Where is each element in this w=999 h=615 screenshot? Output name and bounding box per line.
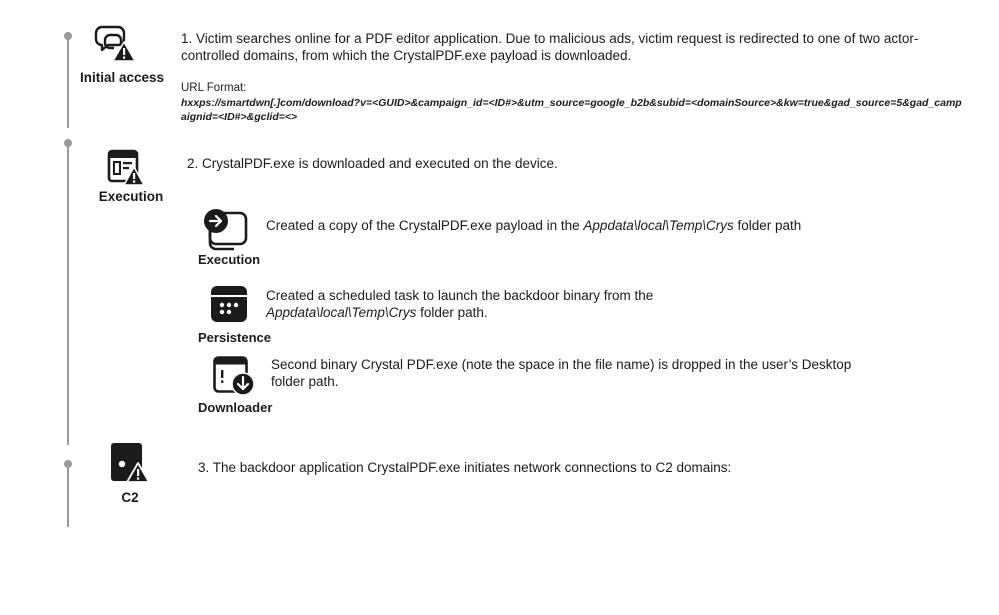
timeline-line-3 [67,464,69,527]
timeline-line-1 [67,36,69,128]
substep-path-persistence: Appdata\local\Temp\Crys [266,305,417,320]
url-format-value: hxxps://smartdwn[.]com/download?v=<GUID>&campaign_id=<ID#>&utm_source=google_b2b&subid=<domainSource>&kw=true&gad_source=5&gad_campaignid=<ID#>&gclid=<> [181,97,962,123]
app-window-warning-icon [107,149,145,187]
timeline-dot-1 [64,32,72,40]
timeline-dot-2 [64,139,72,147]
stage-text-initial-access: 1. Victim searches online for a PDF editor application. Due to malicious ads, victim request is redirected to one of two actor-controlled domains, from which the CrystalPDF.exe payload is downloaded. [181,31,919,63]
substep-label-downloader: Downloader [198,400,273,415]
timeline-dot-3 [64,460,72,468]
chat-warning-icon [94,25,136,63]
copy-arrow-icon [204,207,248,251]
substep-text-persistence: Created a scheduled task to launch the backdoor binary from the Appdata\local\Temp\Crys folder path. [266,288,654,320]
substep-label-persistence: Persistence [198,330,271,345]
substep-text-downloader: Second binary Crystal PDF.exe (note the space in the file name) is dropped in the user’s Desktop folder path. [271,357,852,389]
stage-label-c2: C2 [121,490,139,505]
window-download-icon [213,356,255,396]
substep-path-execution: Appdata\local\Temp\Crys [583,218,734,233]
substep-label-execution: Execution [198,252,261,267]
stage-label-initial-access: Initial access [80,70,165,85]
url-format-label: URL Format: [181,82,247,94]
document-warning-icon [110,442,150,484]
stage-label-execution: Execution [98,189,164,204]
timeline-line-2 [67,143,69,445]
substep-text-execution: Created a copy of the CrystalPDF.exe payload in the Appdata\local\Temp\Crys folder path [266,218,802,233]
stage-text-execution: 2. CrystalPDF.exe is downloaded and executed on the device. [187,156,558,171]
stage-text-c2: 3. The backdoor application CrystalPDF.exe initiates network connections to C2 domains: [198,460,732,475]
calendar-icon [211,286,247,322]
